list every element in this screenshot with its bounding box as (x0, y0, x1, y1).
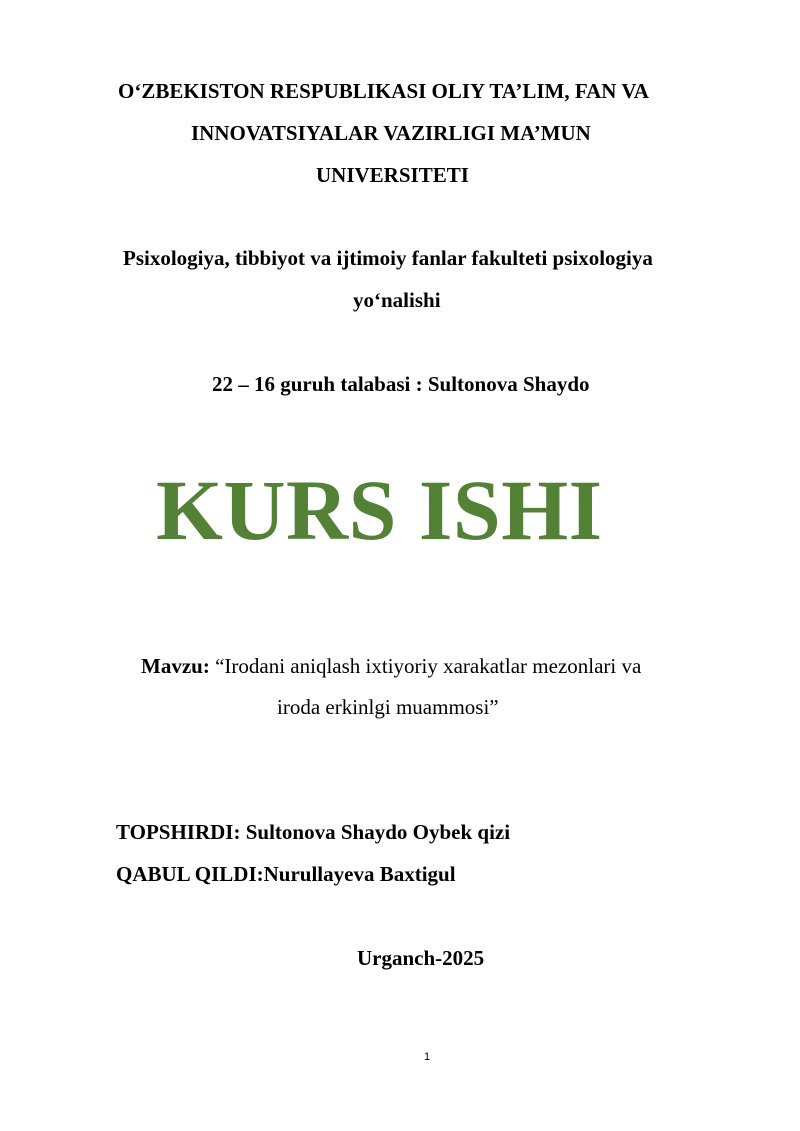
submitted-by: TOPSHIRDI: Sultonova Shaydo Oybek qizi (116, 820, 511, 844)
accepted-by: QABUL QILDI:Nurullayeva Baxtigul (116, 862, 456, 886)
faculty-line-2: yo‘nalishi (353, 288, 441, 312)
topic-text-part-1: “Irodani aniqlash ixtiyoriy xarakatlar mezonlari va (209, 654, 642, 678)
document-title: KURS ISHI (156, 462, 603, 558)
ministry-title-line-1: O‘ZBEKISTON RESPUBLIKASI OLIY TA’LIM, FAN VA (118, 79, 649, 103)
ministry-title-line-2: INNOVATSIYALAR VAZIRLIGI MA’MUN (191, 121, 591, 145)
page-number: 1 (424, 1051, 431, 1063)
topic-line-2: iroda erkinlgi muammosi” (277, 695, 499, 719)
faculty-line-1: Psixologiya, tibbiyot va ijtimoiy fanlar fakulteti psixologiya (123, 246, 653, 270)
city-year: Urganch-2025 (357, 946, 485, 970)
ministry-title-line-3: UNIVERSITETI (316, 163, 469, 187)
topic-label: Mavzu: (141, 654, 210, 678)
student-group-line: 22 – 16 guruh talabasi : Sultonova Shaydo (212, 372, 590, 396)
topic-line-1 (141, 654, 641, 678)
